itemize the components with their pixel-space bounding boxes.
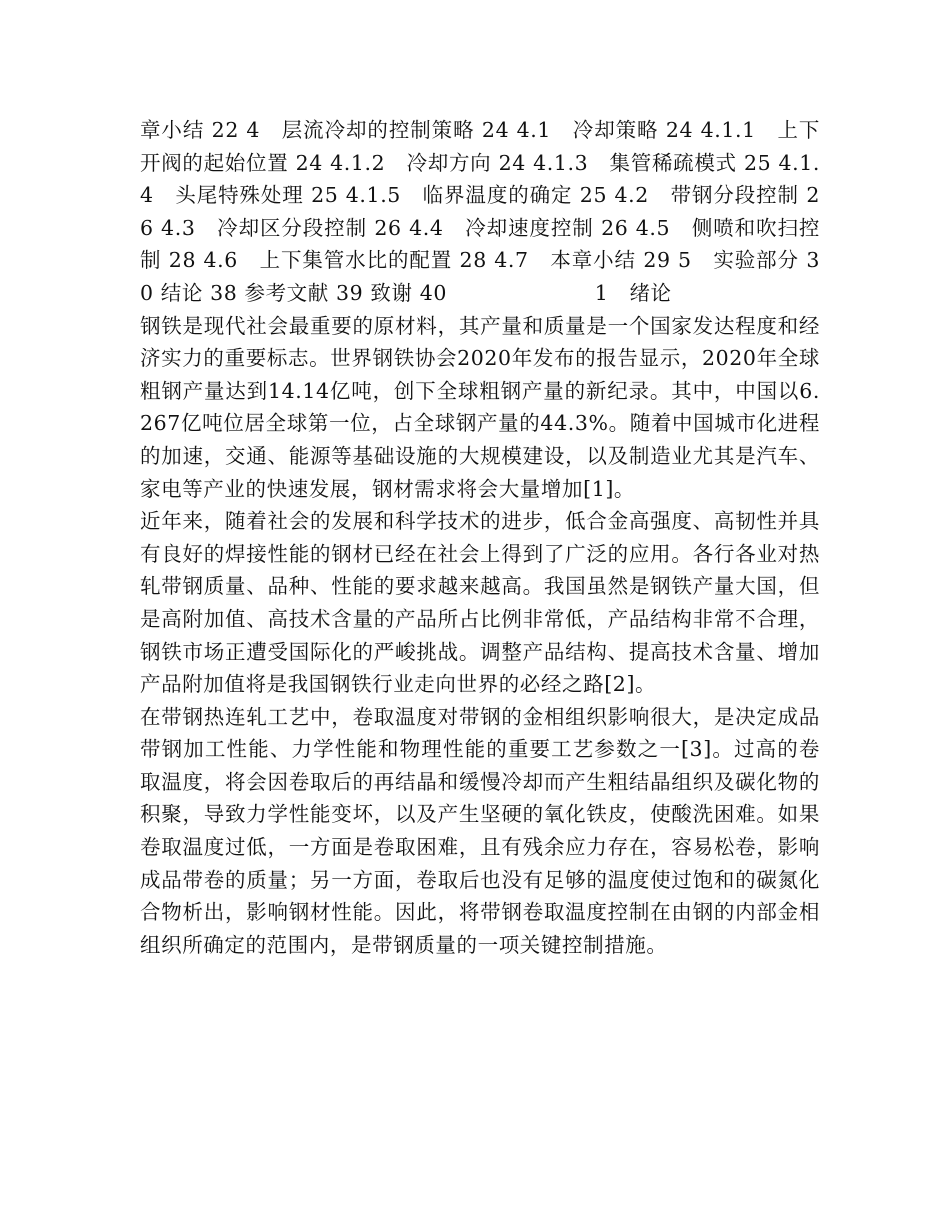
document-page [140,114,820,961]
toc-continuation: 章小结 22 4 层流冷却的控制策略 24 4.1 冷却策略 24 4.1.1 上下开阀的起始位置 24 4.1.2 冷却方向 24 4.1.3 集管稀疏模式 25 4.1.4 头尾特殊处理 25 4.1.5 临界温度的确定 25 4.2 带钢分段控制 26 4.3 冷却区分段控制 26 4.4 冷却速度控制 26 4.5 侧喷和吹扫控制 28 4.6 上下集管水比的配置 28 4.7 本章小结 29 5 实验部分 30 结论 38 参考文献 39 致谢 40 1 绪论 [140,118,820,305]
paragraph-steel-importance: 钢铁是现代社会最重要的原材料，其产量和质量是一个国家发达程度和经济实力的重要标志。世界钢铁协会2020年发布的报告显示，2020年全球粗钢产量达到14.14亿吨，创下全球粗钢产量的新纪录。其中，中国以6.267亿吨位居全球第一位，占全球钢产量的44.3%。随着中国城市化进程的加速，交通、能源等基础设施的大规模建设，以及制造业尤其是汽车、家电等产业的快速发展，钢材需求将会大量增加[1]。 [140,313,820,501]
paragraph-coiling-temperature: 在带钢热连轧工艺中，卷取温度对带钢的金相组织影响很大，是决定成品带钢加工性能、力学性能和物理性能的重要工艺参数之一[3]。过高的卷取温度，将会因卷取后的再结晶和缓慢冷却而产生粗结晶组织及碳化物的积聚，导致力学性能变坏，以及产生坚硬的氧化铁皮，使酸洗困难。如果卷取温度过低，一方面是卷取困难，且有残余应力存在，容易松卷，影响成品带卷的质量；另一方面，卷取后也没有足够的温度使过饱和的碳氮化合物析出，影响钢材性能。因此，将带钢卷取温度控制在由钢的内部金相组织所确定的范围内，是带钢质量的一项关键控制措施。 [140,704,820,957]
paragraph-steel-development: 近年来，随着社会的发展和科学技术的进步，低合金高强度、高韧性并具有良好的焊接性能的钢材已经在社会上得到了广泛的应用。各行各业对热轧带钢质量、品种、性能的要求越来越高。我国虽然是钢铁产量大国，但是高附加值、高技术含量的产品所占比例非常低，产品结构非常不合理，钢铁市场正遭受国际化的严峻挑战。调整产品结构、提高技术含量、增加产品附加值将是我国钢铁行业走向世界的必经之路[2]。 [140,509,820,697]
